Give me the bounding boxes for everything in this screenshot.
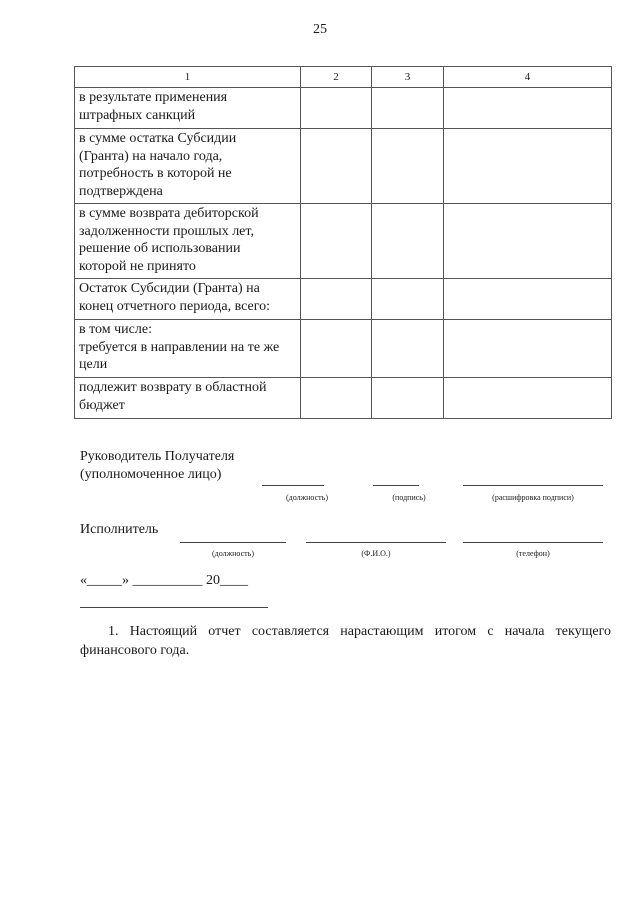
date-line: «_____» __________ 20____ <box>80 573 248 588</box>
footnote: 1. Настоящий отчет составляется нарастающим итогом с начала текущего финансового года. <box>80 624 611 658</box>
signature-decode-line <box>463 485 603 486</box>
table-cell <box>372 378 444 419</box>
table-cell <box>444 320 612 378</box>
table-row <box>75 204 612 279</box>
column-header: 2 <box>301 67 372 88</box>
executor-position-line <box>180 542 286 543</box>
head-label: Руководитель Получателя <box>80 449 235 464</box>
signature-decode-caption: (расшифровка подписи) <box>492 493 574 502</box>
signature-line <box>373 485 419 486</box>
column-header: 4 <box>444 67 612 88</box>
table-cell <box>444 129 612 204</box>
table-cell <box>301 279 372 320</box>
executor-name-line <box>306 542 446 543</box>
row-label: в результате применения штрафных санкций <box>75 88 301 129</box>
table-row <box>75 279 612 320</box>
row-label: в сумме остатка Субсидии (Гранта) на начало года, потребность в которой не подтверждена <box>75 129 301 204</box>
table-cell <box>372 204 444 279</box>
signature-caption: (подпись) <box>392 493 426 502</box>
executor-position-caption: (должность) <box>212 549 254 558</box>
table-row <box>75 88 612 129</box>
table-cell <box>444 378 612 419</box>
row-label: в сумме возврата дебиторской задолженности прошлых лет, решение об использовании которой не принято <box>75 204 301 279</box>
table-cell <box>444 204 612 279</box>
table-row <box>75 320 612 378</box>
head-sublabel: (уполномоченное лицо) <box>80 467 222 482</box>
table-row <box>75 378 612 419</box>
executor-name-caption: (Ф.И.О.) <box>361 549 391 558</box>
table-cell <box>301 129 372 204</box>
footnote-separator <box>80 607 268 608</box>
table-cell <box>301 320 372 378</box>
executor-phone-caption: (телефон) <box>516 549 550 558</box>
table-cell <box>372 88 444 129</box>
row-label: подлежит возврату в областной бюджет <box>75 378 301 419</box>
executor-phone-line <box>463 542 603 543</box>
column-header: 3 <box>372 67 444 88</box>
row-label: в том числе: требуется в направлении на те же цели <box>75 320 301 378</box>
table-header-row <box>75 67 612 88</box>
position-line <box>262 485 324 486</box>
table-cell <box>444 279 612 320</box>
table-cell <box>301 204 372 279</box>
report-table <box>74 66 612 419</box>
column-header: 1 <box>75 67 301 88</box>
row-label: Остаток Субсидии (Гранта) на конец отчетного периода, всего: <box>75 279 301 320</box>
position-caption: (должность) <box>286 493 328 502</box>
table-cell <box>444 88 612 129</box>
table-cell <box>372 129 444 204</box>
page-number: 25 <box>313 22 327 37</box>
table-cell <box>372 279 444 320</box>
table-cell <box>301 88 372 129</box>
table-cell <box>372 320 444 378</box>
executor-label: Исполнитель <box>80 522 159 537</box>
table-row <box>75 129 612 204</box>
table-cell <box>301 378 372 419</box>
